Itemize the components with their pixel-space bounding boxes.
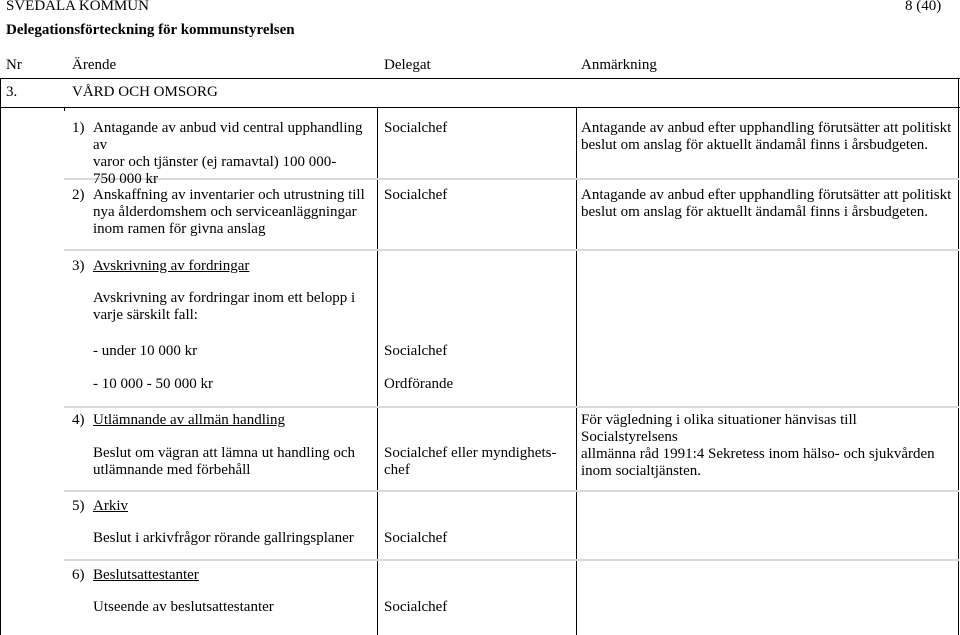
delegat-text: Socialchef eller myndighets- chef [384,445,557,478]
anmarkning-text: Antagande av anbud efter upphandling förutsätter att politiskt beslut om anslag för aktuellt ändamål finns i årsbudgeten. [581,187,952,220]
amount-range: - under 10 000 kr [93,343,198,359]
arende-text: Antagande av anbud vid central upphandling av varor och tjänster (ej ramavtal) 100 000- 750 000 kr [93,120,363,187]
table-top-border [0,78,960,79]
document-title: Delegationsförteckning för kommunstyrelsen [6,22,295,38]
amount-range: - 10 000 - 50 000 kr [93,376,213,392]
row-separator [64,249,959,251]
delegat-text: Socialchef [384,599,448,615]
column-header-delegat: Delegat [384,57,431,73]
table-left-border [0,78,1,635]
arende-text: Anskaffning av inventarier och utrustning till nya ålderdomshem och serviceanläggningar inom ramen för givna anslag [93,187,365,237]
row-number: 3) [72,258,85,274]
row-number: 6) [72,567,85,583]
column-header-arende: Ärende [72,57,117,73]
page-number: 8 (40) [905,0,942,14]
column-header-nr: Nr [6,57,22,73]
column-divider [64,108,65,111]
column-divider-anmarkning [576,108,577,635]
arende-text: Avskrivning av fordringar inom ett belopp i varje särskilt fall: [93,290,356,323]
row-separator [64,406,959,408]
row-heading: Utlämnande av allmän handling [93,412,286,428]
organization-name: SVEDALA KOMMUN [6,0,149,14]
arende-text: Beslut i arkivfrågor rörande gallringsplaner [93,530,354,546]
delegat-text: Socialchef [384,343,448,359]
row-number: 1) [72,120,85,136]
delegat-text: Socialchef [384,530,448,546]
section-title: VÅRD OCH OMSORG [72,84,218,100]
row-separator [64,490,959,492]
anmarkning-text: För vägledning i olika situationer hänvisas till Socialstyrelsens allmänna råd 1991:4 Sekretess inom hälso- och sjukvården inom socialtjänsten. [581,412,935,479]
arende-text: Beslut om vägran att lämna ut handling och utlämnande med förbehåll [93,445,356,478]
row-heading: Avskrivning av fordringar [93,258,250,274]
row-heading: Beslutsattestanter [93,567,199,583]
anmarkning-text: Antagande av anbud efter upphandling förutsätter att politiskt beslut om anslag för aktuellt ändamål finns i årsbudgeten. [581,120,952,153]
delegat-text: Ordförande [384,376,454,392]
section-number: 3. [6,84,18,100]
table-right-border [958,78,959,635]
section-divider [0,107,960,108]
column-header-anmarkning: Anmärkning [581,57,657,73]
delegat-text: Socialchef [384,120,448,136]
row-number: 5) [72,498,85,514]
delegat-text: Socialchef [384,187,448,203]
row-number: 4) [72,412,85,428]
row-separator [64,559,959,561]
arende-text: Utseende av beslutsattestanter [93,599,274,615]
row-heading: Arkiv [93,498,128,514]
row-number: 2) [72,187,85,203]
